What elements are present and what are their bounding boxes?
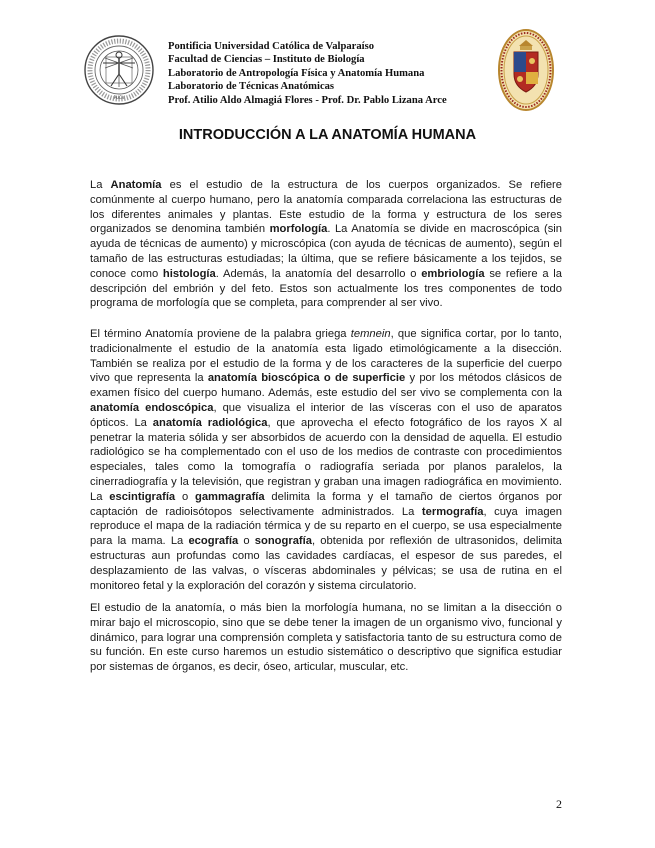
text-run: , que visualiza el interior de las vísceras con el uso de aparatos ópticos. La <box>90 401 562 429</box>
text-run: . Además, la anatomía del desarrollo o <box>215 267 422 280</box>
bold-term: gammagrafía <box>194 490 265 503</box>
bold-term: embriología <box>421 267 485 280</box>
text-run: delimita la forma y el tamaño de ciertos órganos por captación de radioisótopos selectivamente administrados. La <box>90 490 562 518</box>
laboratory-seal-logo <box>83 34 155 106</box>
text-run: y por los métodos clásicos de examen físico del cuerpo humano. Además, este estudio del ser vivo se complementa con la <box>90 372 563 400</box>
paragraph-course-scope <box>90 601 562 675</box>
university-crest-logo <box>497 28 555 112</box>
header-faculty: Facultad de Ciencias – Instituto de Biología <box>168 54 365 66</box>
header-professors: Prof. Atilio Aldo Almagiá Flores - Prof. Dr. Pablo Lizana Arce <box>168 94 447 106</box>
text-run: . La Anatomía se divide en macroscópica (sin ayuda de técnicas de aumento) y microscópica (con ayuda de técnicas de aumento), según el tamaño de las estructuras estudiadas; la última, que se refiere básicamente a los tejidos, se conoce como <box>90 223 562 280</box>
bold-term: histología <box>162 267 216 280</box>
text-run: , obtenida por reflexión de ultrasonidos, delimita estructuras aun profundas como las cavidades cardíacas, el espesor de sus paredes, el desplazamiento de las valvas, o vísceras abdominales y pélvicas; se usa de rutina en el monitoreo fetal y la exploración del corazón y sistema circulatorio. <box>90 535 562 592</box>
institution-header <box>168 40 498 107</box>
text-run: La <box>90 179 111 191</box>
paragraph-etymology-methods <box>90 327 562 593</box>
text-run: , que aprovecha el efecto fotográfico de los rayos X al penetrar la materia sólida y ser absorbidos de acuerdo con la densidad de aquella. El estudio radiológico se ha complementado con el uso de los medios de contraste con procedimientos especiales, tales como la tomografía o radiografía seriada por planos paralelos, la cinerradiografía y la televisión, que registran y graban una imagen radiográfica en movimiento. La <box>90 416 563 503</box>
italic-term: temnein <box>350 328 391 340</box>
text-run: o <box>238 535 255 548</box>
text-run: , que significa cortar, por lo tanto, tradicionalmente el estudio de la anatomía esta ligado etimológicamente a la disección. También se realiza por el estudio de la forma y de los caracteres de la superficie del cuerpo vivo que representa la <box>90 328 563 385</box>
bold-term: anatomía radiológica <box>152 416 268 429</box>
bold-term: Anatomía <box>110 179 162 191</box>
bold-term: termografía <box>421 505 484 518</box>
text-run: o <box>175 490 195 503</box>
text-run: El estudio de la anatomía, o más bien la morfología humana, no se limitan a la disección o mirar bajo el microscopio, sino que se debe tener la imagen de un organismo vivo, funcional y dinámico, para lograr una comprensión completa y satisfactoria tanto de su estructura como de su función. En este curso haremos un estudio sistemático o descriptivo que significa estudiar por sistemas de órganos, es decir, óseo, articular, muscular, etc. <box>90 602 562 674</box>
header-university: Pontificia Universidad Católica de Valparaíso <box>168 41 374 52</box>
svg-text:PUCV: PUCV <box>113 95 125 100</box>
page-title: INTRODUCCIÓN A LA ANATOMÍA HUMANA <box>178 127 477 143</box>
text-run: , cuya imagen reproduce el mapa de la radiación térmica y de su reparto en el cuerpo, se usa especialmente para la mama. La <box>90 505 562 548</box>
text-run: es el estudio de la estructura de los cuerpos organizados. Se refiere comúnmente al cuerpo humano, pero la anatomía comparada correlaciona las estructuras de los diferentes animales y plantas. Este estudio de la forma y estructura de los seres organizados se denomina también <box>90 179 562 236</box>
header-technique-lab: Laboratorio de Técnicas Anatómicas <box>168 81 335 93</box>
text-run: se refiere a la descripción del embrión y del feto. Estos son actualmente los tres componentes de todo programa de morfología que se completa, para comprender al ser vivo. <box>90 267 562 310</box>
bold-term: sonografía <box>254 535 312 548</box>
text-run: El término Anatomía proviene de la palabra griega <box>90 328 351 340</box>
bold-term: morfología <box>269 223 328 236</box>
header-laboratory: Laboratorio de Antropología Física y Anatomía Humana <box>168 67 425 79</box>
paragraph-definition <box>90 178 562 311</box>
page-number: 2 <box>556 797 562 811</box>
bold-term: anatomía bioscópica o de superficie <box>207 372 406 385</box>
bold-term: escintigrafía <box>109 490 176 503</box>
bold-term: anatomía endoscópica <box>90 401 214 414</box>
bold-term: ecografía <box>188 535 239 548</box>
